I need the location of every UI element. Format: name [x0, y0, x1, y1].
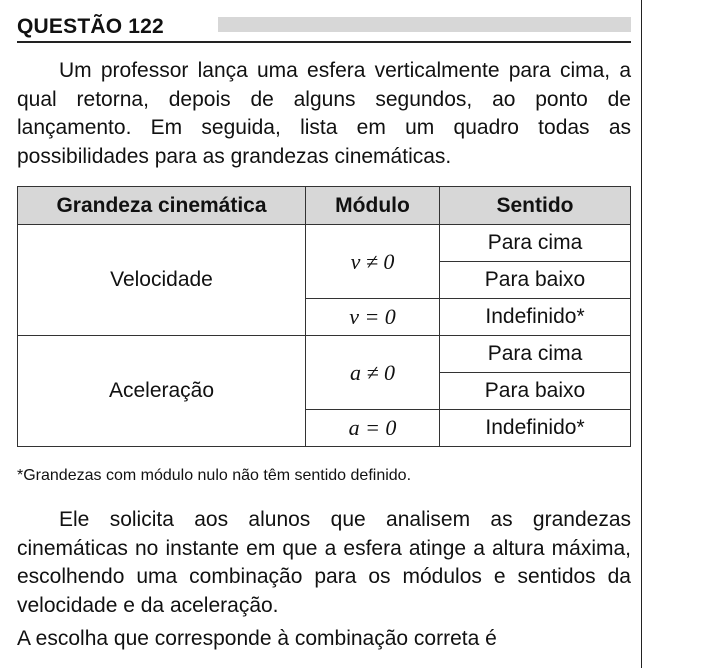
header-sentido: Sentido: [440, 187, 631, 225]
modulo-a-zero: a = 0: [306, 410, 440, 447]
grandeza-velocidade: Velocidade: [18, 225, 306, 336]
question-header: [17, 13, 631, 43]
grandeza-aceleracao: Aceleração: [18, 336, 306, 447]
header-grandeza: Grandeza cinemática: [18, 187, 306, 225]
sentido-v-down: Para baixo: [440, 262, 631, 299]
modulo-v-zero: v = 0: [306, 299, 440, 336]
question-prompt: A escolha que corresponde à combinação correta é: [17, 627, 497, 650]
sentido-v-undefined: Indefinido*: [440, 299, 631, 336]
header-modulo: Módulo: [306, 187, 440, 225]
sentido-a-down: Para baixo: [440, 373, 631, 410]
question-title: QUESTÃO 122: [17, 15, 164, 38]
modulo-v-nonzero: v ≠ 0: [306, 225, 440, 299]
sentido-a-undefined: Indefinido*: [440, 410, 631, 447]
intro-paragraph: Um professor lança uma esfera verticalmente para cima, a qual retorna, depois de alguns segundos, ao ponto de lançamento. Em seguida, lista em um quadro todas as possibilidades para as grandezas cinemáticas.: [17, 59, 631, 168]
header-bar: [218, 17, 631, 32]
kinematics-table: [17, 186, 631, 447]
modulo-a-nonzero: a ≠ 0: [306, 336, 440, 410]
table-row: [18, 225, 631, 262]
table-row: [18, 336, 631, 373]
table-header-row: [18, 187, 631, 225]
sentido-v-up: Para cima: [440, 225, 631, 262]
table-footnote: *Grandezas com módulo nulo não têm sentido definido.: [17, 467, 412, 484]
sentido-a-up: Para cima: [440, 336, 631, 373]
instruction-paragraph: Ele solicita aos alunos que analisem as grandezas cinemáticas no instante em que a esfera atinge a altura máxima, escolhendo uma combinação para os módulos e sentidos da velocidade e da aceleração.: [17, 508, 631, 617]
